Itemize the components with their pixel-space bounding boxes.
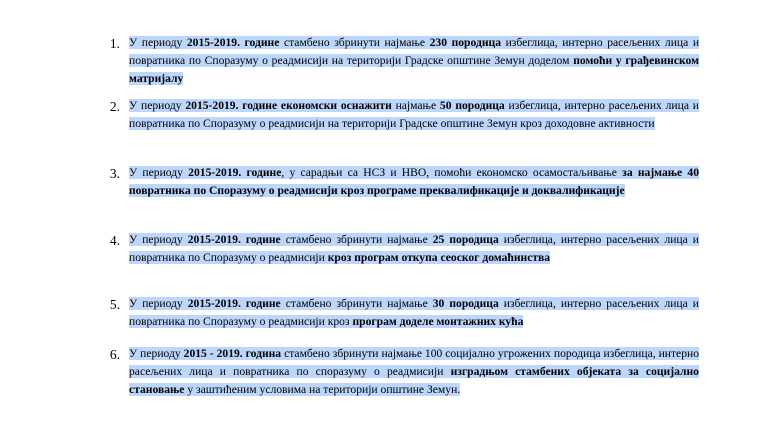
text-run: стамбено збринути најмање (280, 297, 433, 310)
bold-run: кроз програм откупа сеоског домаћинства (327, 251, 551, 264)
list-number: 3. (109, 166, 120, 181)
bold-run: 30 породица (432, 297, 499, 310)
list-number: 5. (109, 297, 120, 312)
bold-run: 2015-2019. године (187, 233, 281, 246)
text-run: У периоду (129, 233, 188, 246)
bold-run: 2015-2019. године економски оснажити (185, 99, 392, 112)
list-item-text[interactable] (129, 97, 699, 133)
bold-run: 2015-2019. године (186, 36, 280, 49)
text-run: избеглица, интерно расељених лица и повратника по Споразуму о реадмисији на територији Градске општине Земун доделом (129, 36, 700, 67)
bold-run: за најмање 40 повратника по Споразуму о реадмисији кроз програме преквалификације и доквалификације (129, 166, 699, 197)
text-run: У периоду (129, 36, 187, 49)
bold-run: 50 породица (439, 99, 505, 112)
list-item-text[interactable] (129, 345, 699, 399)
text-run: избеглица, интерно расељених лица и повратника по Споразуму о реадмисији (129, 233, 699, 264)
text-run: стамбено збринути најмање 100 социјално угрожених породица избеглица, интерно расељених лица и повратника по споразуму о реадмисији (129, 347, 699, 378)
list-number: 4. (109, 233, 120, 248)
list-item-text[interactable] (129, 34, 699, 88)
text-run: У периоду (129, 347, 184, 360)
bold-run: програм доделе монтажних кућа (352, 315, 524, 328)
list-number: 6. (109, 347, 120, 362)
text-run: У периоду (129, 166, 189, 179)
text-run: најмање (391, 99, 440, 112)
list-number: 2. (109, 99, 120, 114)
text-run: у заштићеним условима на територији општине Земун. (184, 383, 461, 396)
bold-run: 230 породица (429, 36, 501, 49)
text-run: избеглица, интерно расељених лица и повратника по Споразуму о реадмисији кроз (129, 297, 699, 328)
list-item-text[interactable] (129, 231, 699, 267)
list-number: 1. (109, 36, 120, 51)
list-item-text[interactable] (129, 295, 699, 331)
bold-run: 2015 - 2019. година (183, 347, 282, 360)
text-run: стамбено збринути најмање (279, 36, 430, 49)
bold-run: 2015-2019. године (187, 297, 281, 310)
text-run: У периоду (129, 99, 186, 112)
bold-run: 2015-2019. године (188, 166, 282, 179)
text-run: стамбено збринути најмање (280, 233, 433, 246)
bold-run: помоћи у грађевинском матријалу (129, 54, 700, 85)
list-item-text[interactable] (129, 164, 699, 200)
bold-run: изградњом стамбених објеката за социјално становање (129, 365, 699, 396)
text-run: У периоду (129, 297, 188, 310)
bold-run: 25 породица (432, 233, 499, 246)
text-run: , у сарадњи са НСЗ и НВО, помоћи економско осамостаљивање (281, 166, 623, 179)
text-run: избеглица, интерно расељених лица и повратника по Споразуму о реадмисији на територији Градске општине Земун кроз доходовне активности (129, 99, 700, 130)
